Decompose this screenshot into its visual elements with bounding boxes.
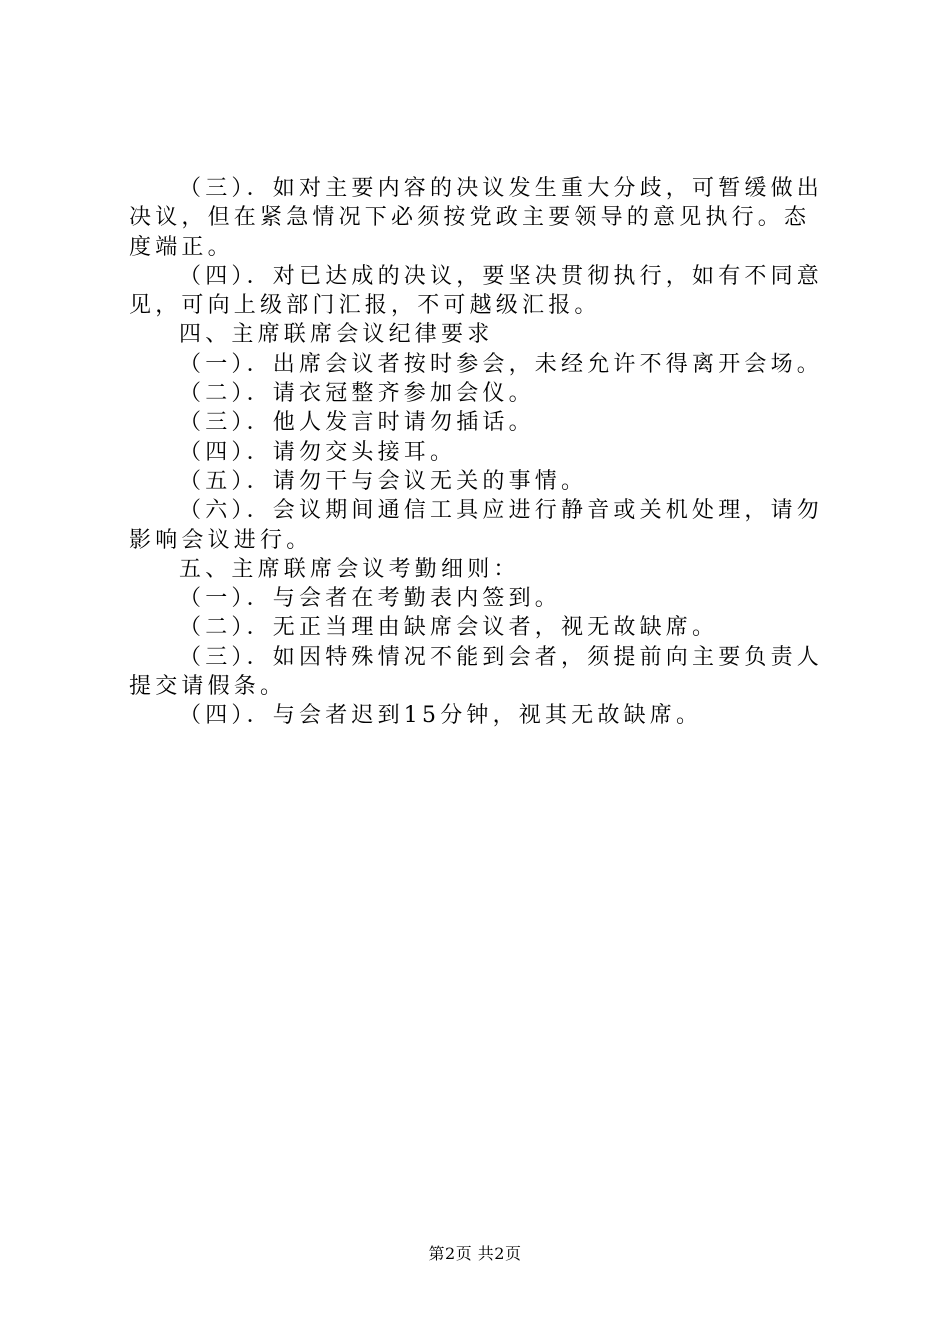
paragraph-discipline-3: （三）．他人发言时请勿插话。 xyxy=(179,410,535,436)
paragraph-discipline-4: （四）．请勿交头接耳。 xyxy=(179,439,457,465)
paragraph-discipline-1: （一）．出席会议者按时参会，未经允许不得离开会场。 xyxy=(179,351,824,377)
paragraph-attendance-1: （一）．与会者在考勤表内签到。 xyxy=(179,586,562,612)
section-heading-attendance: 五、主席联席会议考勤细则： xyxy=(179,556,520,582)
paragraph-attendance-4: （四）．与会者迟到15分钟，视其无故缺席。 xyxy=(179,703,703,729)
paragraph-decision-disagreement: （三）．如对主要内容的决议发生重大分歧，可暂缓做出决议，但在紧急情况下必须按党政主要领导的意见执行。态度端正。 xyxy=(129,176,824,260)
paragraph-discipline-5: （五）．请勿干与会议无关的事情。 xyxy=(179,468,588,494)
paragraph-attendance-2: （二）．无正当理由缺席会议者，视无故缺席。 xyxy=(179,615,719,641)
paragraph-discipline-6: （六）．会议期间通信工具应进行静音或关机处理，请勿影响会议进行。 xyxy=(129,498,824,553)
document-body xyxy=(129,174,831,731)
section-heading-discipline: 四、主席联席会议纪律要求 xyxy=(179,322,494,348)
paragraph-attendance-3: （三）．如因特殊情况不能到会者，须提前向主要负责人提交请假条。 xyxy=(129,644,824,700)
paragraph-discipline-2: （二）．请衣冠整齐参加会仪。 xyxy=(179,381,535,407)
paragraph-decision-execution: （四）．对已达成的决议，要坚决贯彻执行，如有不同意见，可向上级部门汇报，不可越级汇报。 xyxy=(129,263,824,319)
page-number-footer: 第2页 共2页 xyxy=(428,1244,522,1263)
